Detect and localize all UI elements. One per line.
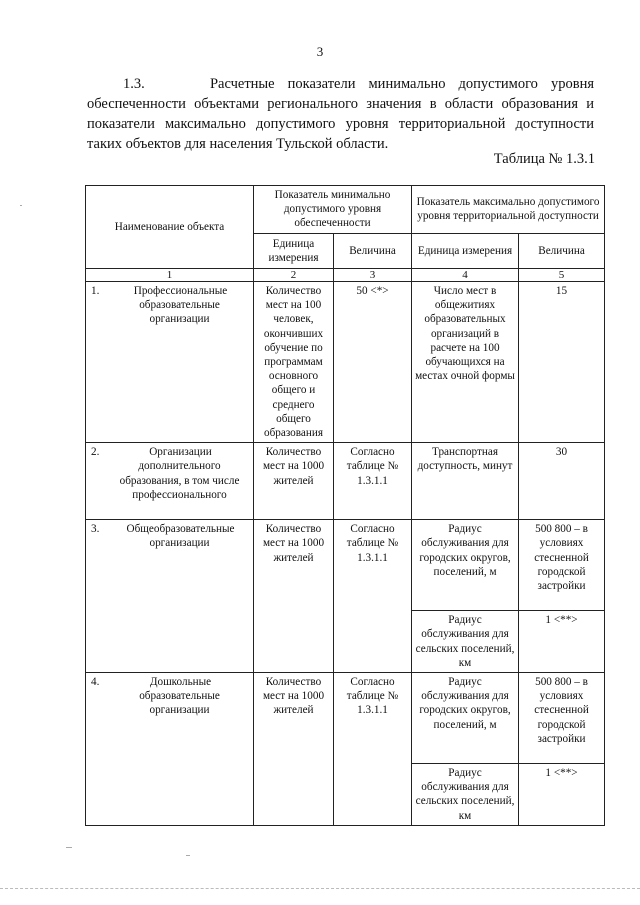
table-header-row-1 — [86, 186, 605, 234]
column-number: 1 — [86, 269, 254, 282]
scan-speck — [186, 855, 190, 856]
min-value-cell: Согласно таблице № 1.3.1.1 — [334, 673, 412, 826]
object-name: Профессиональные образовательные организации — [133, 285, 228, 326]
section-heading-text: Расчетные показатели минимально допустимого уровня обеспеченности объектами регионального значения в области образования и показатели максимально допустимого уровня территориальной доступности таких объектов для населения Тульской области. — [87, 76, 594, 152]
education-indicators-table — [85, 185, 605, 826]
max-unit-cell: Число мест в общежитиях образовательных организаций в расчете на 100 обучающихся на местах очной формы — [412, 282, 519, 443]
max-value-cell: 500 800 – в условиях стесненной городской застройки — [519, 520, 605, 611]
object-name-cell — [86, 443, 254, 520]
object-name-cell — [86, 673, 254, 826]
page-number: 3 — [316, 44, 324, 59]
row-number: 4. — [91, 676, 100, 689]
header-min-value: Величина — [334, 233, 412, 268]
row-number: 2. — [91, 446, 100, 459]
table-row — [86, 282, 605, 443]
table-row — [86, 443, 605, 520]
table-caption: Таблица № 1.3.1 — [493, 151, 595, 167]
scan-speck — [20, 205, 22, 206]
min-value-cell: Согласно таблице № 1.3.1.1 — [334, 520, 412, 673]
column-numbers-row — [86, 269, 605, 282]
max-value-cell: 30 — [519, 443, 605, 520]
max-value-cell: 500 800 – в условиях стесненной городской застройки — [519, 673, 605, 764]
scan-edge-line — [0, 888, 640, 891]
header-max-unit: Единица измерения — [412, 233, 519, 268]
object-name-cell — [86, 282, 254, 443]
header-object-name: Наименование объекта — [86, 186, 254, 269]
object-name: Общеобразовательные организации — [126, 523, 235, 550]
column-number: 2 — [254, 269, 334, 282]
max-unit-cell: Радиус обслуживания для сельских поселений, км — [412, 764, 519, 826]
row-number: 1. — [91, 285, 100, 297]
table-row — [86, 520, 605, 611]
section-number: 1.3. — [123, 76, 145, 92]
object-name: Организации дополнительного образования, в том числе профессионального — [119, 446, 240, 501]
max-value-cell: 1 <**> — [519, 764, 605, 826]
max-unit-cell: Транспортная доступность, минут — [412, 443, 519, 520]
table-row — [86, 673, 605, 764]
column-number: 3 — [334, 269, 412, 282]
max-value-cell: 1 <**> — [519, 611, 605, 673]
section-heading — [87, 74, 594, 154]
min-unit-cell: Количество мест на 1000 жителей — [254, 673, 334, 826]
max-unit-cell: Радиус обслуживания для городских округов, поселений, м — [412, 520, 519, 611]
column-number: 4 — [412, 269, 519, 282]
object-name: Дошкольные образовательные организации — [139, 676, 220, 717]
header-group-max: Показатель максимально допустимого уровня территориальной доступности — [412, 186, 605, 234]
min-value-cell: Согласно таблице № 1.3.1.1 — [334, 443, 412, 520]
scan-speck — [66, 847, 72, 848]
header-group-min: Показатель минимально допустимого уровня обеспеченности — [254, 186, 412, 234]
min-value-cell: 50 <*> — [334, 282, 412, 443]
row-number: 3. — [91, 523, 100, 536]
object-name-cell — [86, 520, 254, 673]
min-unit-cell: Количество мест на 1000 жителей — [254, 520, 334, 673]
max-unit-cell: Радиус обслуживания для городских округов, поселений, м — [412, 673, 519, 764]
max-unit-cell: Радиус обслуживания для сельских поселений, км — [412, 611, 519, 673]
min-unit-cell: Количество мест на 100 человек, окончивших обучение по программам основного общего и среднего общего образования — [254, 282, 334, 443]
header-min-unit: Единица измерения — [254, 233, 334, 268]
header-max-value: Величина — [519, 233, 605, 268]
min-unit-cell: Количество мест на 1000 жителей — [254, 443, 334, 520]
max-value-cell: 15 — [519, 282, 605, 443]
column-number: 5 — [519, 269, 605, 282]
